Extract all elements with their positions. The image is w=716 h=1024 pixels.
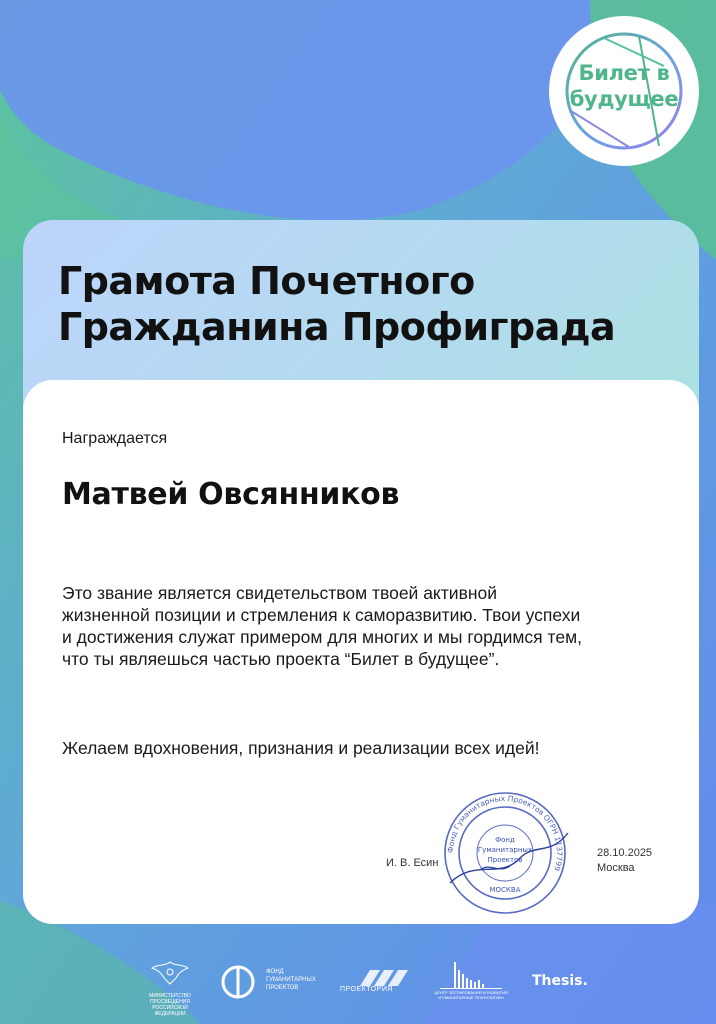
certificate-date: 28.10.2025 <box>597 847 653 859</box>
certificate-title-line2: Гражданина Профиграда <box>58 305 616 349</box>
official-stamp <box>440 788 570 918</box>
partner-logos <box>0 950 716 1017</box>
bilet-v-budushchee-logo <box>549 16 699 166</box>
certificate-place: Москва <box>597 862 635 874</box>
logo-text-line1: Билет в <box>578 61 670 85</box>
stamp-city: МОСКВА <box>489 886 521 894</box>
ctgt-text: ЦЕНТР ТЕСТИРОВАНИЯ И РАЗВИТИЯ «ГУМАНИТАРНЫЕ ТЕХНОЛОГИИ» <box>434 990 508 1000</box>
certificate-paragraph-2: Желаем вдохновения, признания и реализации всех идей! <box>62 738 540 758</box>
stamp-inner-line3: Проектов <box>487 856 523 864</box>
stamp-inner-line1: Фонд <box>495 836 515 844</box>
certificate-title <box>58 258 688 350</box>
phi-emblem-icon <box>220 964 260 1000</box>
awardee-name: Матвей Овсянников <box>62 477 400 512</box>
awarded-label: Награждается <box>62 430 168 447</box>
signer-name: И. В. Есин <box>386 857 439 869</box>
ministry-text: МИНИСТЕРСТВО ПРОСВЕЩЕНИЯ РОССИЙСКОЙ ФЕДЕРАЦИИ <box>149 993 191 1017</box>
proektoria-stripes-icon <box>340 970 412 986</box>
stamp-inner-line2: Гуманитарных <box>477 846 533 854</box>
thesis-logo <box>532 972 588 990</box>
proektoria-logo <box>340 970 412 1000</box>
ministry-logo <box>140 958 200 1017</box>
logo-text-line2: будущее <box>569 87 679 111</box>
proektoria-text: ПРОЕКТОРИЯ <box>340 986 393 993</box>
ctgt-logo <box>430 960 512 1008</box>
certificate-paragraph-1: Это звание является свидетельством твоей активной жизненной позиции и стремления к саморазвитию. Твои успехи и достижения служат примером для многих и мы гордимся тем, что ты являешься частью проекта “Билет в будущее”. <box>62 583 582 669</box>
thesis-text: Thesis. <box>532 973 588 989</box>
date-place-block <box>597 846 652 876</box>
stamp-outer-text: Фонд Гуманитарных Проектов ОГРН 1137799 <box>445 793 565 873</box>
bar-graph-icon <box>430 960 512 990</box>
fgp-logo <box>220 964 330 1000</box>
certificate-title-line1: Грамота Почетного <box>58 259 475 303</box>
eagle-emblem-icon <box>140 958 200 988</box>
fgp-text: ФОНД ГУМАНИТАРНЫХ ПРОЕКТОВ <box>266 969 316 991</box>
